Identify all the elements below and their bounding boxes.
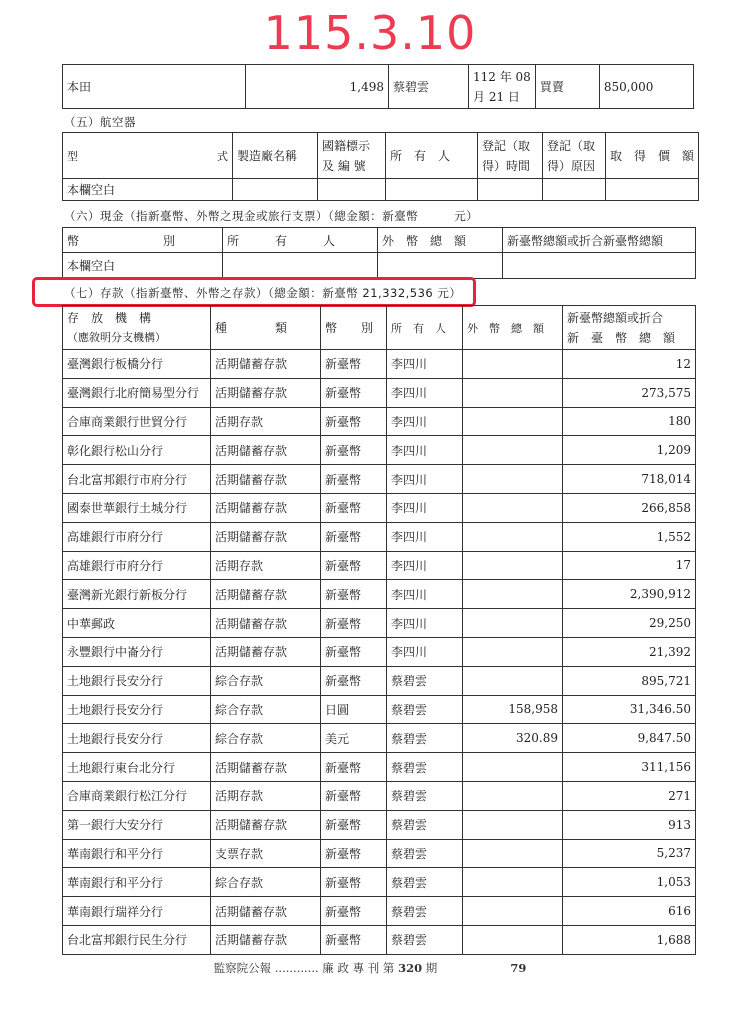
table-row [63, 753, 696, 782]
table-row [63, 781, 696, 810]
deposit-foreign-amount [463, 666, 563, 695]
deposit-institution: 土地銀行長安分行 [63, 695, 211, 724]
cash-header-ntd: 新臺幣總額或折合新臺幣總額 [503, 228, 696, 253]
deposit-institution: 土地銀行長安分行 [63, 666, 211, 695]
deposit-type: 活期存款 [211, 551, 321, 580]
table-row [63, 551, 696, 580]
deposit-ntd-amount: 718,014 [563, 465, 696, 494]
deposit-type: 活期儲蓄存款 [211, 580, 321, 609]
deposit-institution: 中華郵政 [63, 609, 211, 638]
deposit-institution: 華南銀行和平分行 [63, 839, 211, 868]
deposit-foreign-amount [463, 551, 563, 580]
deposit-owner: 蔡碧雲 [387, 810, 463, 839]
deposit-currency: 新臺幣 [321, 897, 387, 926]
deposit-currency: 新臺幣 [321, 609, 387, 638]
deposit-foreign-amount [463, 781, 563, 810]
table-row [63, 436, 696, 465]
vehicle-table [62, 64, 694, 109]
deposit-ntd-amount: 29,250 [563, 609, 696, 638]
deposit-foreign-amount: 158,958 [463, 695, 563, 724]
deposit-institution: 臺灣銀行板橋分行 [63, 350, 211, 379]
footer-issue: 320 [398, 961, 423, 975]
deposit-header-currency: 幣 別 [321, 306, 387, 350]
vehicle-name: 本田 [63, 65, 246, 109]
deposit-foreign-amount [463, 925, 563, 954]
deposit-ntd-amount: 895,721 [563, 666, 696, 695]
deposit-type: 活期儲蓄存款 [211, 493, 321, 522]
vehicle-owner: 蔡碧雲 [389, 65, 469, 109]
deposit-ntd-amount: 266,858 [563, 493, 696, 522]
aircraft-header-reg-1: 國籍標示 [322, 138, 371, 153]
deposit-institution: 高雄銀行市府分行 [63, 522, 211, 551]
deposit-ntd-amount: 1,053 [563, 868, 696, 897]
page-footer [0, 960, 740, 976]
deposit-owner: 李四川 [387, 522, 463, 551]
deposit-type: 綜合存款 [211, 868, 321, 897]
aircraft-header-date [478, 133, 543, 179]
deposit-owner: 李四川 [387, 580, 463, 609]
cash-section-title: （六）現金（指新臺幣、外幣之現金或旅行支票）（總金額：新臺幣 元） [64, 209, 479, 223]
table-row [63, 724, 696, 753]
deposit-foreign-amount [463, 810, 563, 839]
deposit-section-title: （七）存款（指新臺幣、外幣之存款）（總金額：新臺幣 21,332,536 元） [64, 286, 462, 300]
deposit-currency: 美元 [321, 724, 387, 753]
deposit-foreign-amount [463, 465, 563, 494]
vehicle-price: 850,000 [599, 65, 693, 109]
deposit-type: 活期儲蓄存款 [211, 810, 321, 839]
deposit-foreign-amount [463, 493, 563, 522]
aircraft-header-maker: 製造廠名稱 [233, 133, 318, 179]
cash-header-foreign: 外 幣 總 額 [378, 228, 503, 253]
deposit-owner: 蔡碧雲 [387, 695, 463, 724]
deposit-owner: 蔡碧雲 [387, 868, 463, 897]
deposit-foreign-amount [463, 522, 563, 551]
deposit-foreign-amount [463, 609, 563, 638]
deposit-ntd-amount: 1,209 [563, 436, 696, 465]
deposit-type: 活期儲蓄存款 [211, 925, 321, 954]
aircraft-header-owner: 所 有 人 [386, 133, 478, 179]
deposit-foreign-amount [463, 436, 563, 465]
deposit-ntd-amount: 2,390,912 [563, 580, 696, 609]
vehicle-displacement: 1,498 [246, 65, 389, 109]
cash-header-owner: 所 有 人 [223, 228, 378, 253]
table-row [63, 839, 696, 868]
table-row [63, 868, 696, 897]
deposit-header-institution-1: 存 放 機 構 [67, 310, 152, 325]
deposit-type: 活期儲蓄存款 [211, 637, 321, 666]
deposit-currency: 新臺幣 [321, 868, 387, 897]
deposit-owner: 蔡碧雲 [387, 666, 463, 695]
deposit-type: 活期儲蓄存款 [211, 522, 321, 551]
deposit-table [62, 305, 696, 955]
deposit-institution: 土地銀行長安分行 [63, 724, 211, 753]
deposit-currency: 新臺幣 [321, 522, 387, 551]
deposit-institution: 合庫商業銀行松江分行 [63, 781, 211, 810]
deposit-institution: 土地銀行東台北分行 [63, 753, 211, 782]
deposit-header-type: 種 類 [211, 306, 321, 350]
deposit-owner: 蔡碧雲 [387, 781, 463, 810]
deposit-institution: 高雄銀行市府分行 [63, 551, 211, 580]
deposit-currency: 新臺幣 [321, 580, 387, 609]
aircraft-header-reg [318, 133, 386, 179]
aircraft-header-date-1: 登記（取 [482, 138, 531, 153]
deposit-currency: 新臺幣 [321, 666, 387, 695]
table-row [63, 350, 696, 379]
deposit-owner: 李四川 [387, 551, 463, 580]
deposit-rows [63, 350, 696, 955]
deposit-currency: 日圓 [321, 695, 387, 724]
deposit-foreign-amount [463, 378, 563, 407]
footer-page: 79 [510, 961, 527, 975]
deposit-institution: 臺灣銀行北府簡易型分行 [63, 378, 211, 407]
deposit-currency: 新臺幣 [321, 781, 387, 810]
deposit-ntd-amount: 9,847.50 [563, 724, 696, 753]
deposit-institution: 台北富邦銀行民生分行 [63, 925, 211, 954]
deposit-foreign-amount [463, 350, 563, 379]
aircraft-table [62, 132, 699, 201]
table-row [63, 609, 696, 638]
deposit-header-ntd-2: 新 臺 幣 總 額 [567, 330, 676, 345]
deposit-foreign-amount [463, 868, 563, 897]
aircraft-header-price: 取 得 價 額 [606, 133, 699, 179]
deposit-ntd-amount: 1,688 [563, 925, 696, 954]
deposit-header-ntd-1: 新臺幣總額或折合 [567, 310, 664, 325]
deposit-ntd-amount: 913 [563, 810, 696, 839]
deposit-institution: 華南銀行和平分行 [63, 868, 211, 897]
deposit-header-owner: 所 有 人 [387, 306, 463, 350]
table-row [63, 637, 696, 666]
table-row [63, 810, 696, 839]
table-row [63, 493, 696, 522]
deposit-foreign-amount [463, 897, 563, 926]
vehicle-date-line1: 112 年 08 [473, 69, 531, 84]
deposit-institution: 華南銀行瑞祥分行 [63, 897, 211, 926]
deposit-currency: 新臺幣 [321, 925, 387, 954]
deposit-foreign-amount [463, 580, 563, 609]
deposit-owner: 李四川 [387, 493, 463, 522]
vehicle-date-line2: 月 21 日 [473, 89, 520, 104]
aircraft-header-model: 型 式 [63, 133, 233, 179]
deposit-type: 綜合存款 [211, 695, 321, 724]
deposit-ntd-amount: 180 [563, 407, 696, 436]
deposit-foreign-amount [463, 407, 563, 436]
deposit-ntd-amount: 273,575 [563, 378, 696, 407]
date-stamp: 115.3.10 [263, 6, 477, 60]
table-row [63, 897, 696, 926]
vehicle-date [469, 65, 536, 109]
aircraft-header-reg-2: 及 編 號 [322, 158, 366, 173]
deposit-currency: 新臺幣 [321, 839, 387, 868]
aircraft-section-title: （五）航空器 [64, 115, 136, 129]
deposit-ntd-amount: 5,237 [563, 839, 696, 868]
cash-empty: 本欄空白 [63, 253, 223, 279]
cash-table [62, 227, 696, 279]
highlight-box [32, 277, 476, 307]
deposit-institution: 合庫商業銀行世貿分行 [63, 407, 211, 436]
deposit-institution: 永豐銀行中崙分行 [63, 637, 211, 666]
footer-left: 監察院公報 ............ 廉 政 專 刊 第 [213, 961, 395, 975]
deposit-owner: 李四川 [387, 350, 463, 379]
vehicle-reason: 買賣 [535, 65, 599, 109]
deposit-owner: 李四川 [387, 378, 463, 407]
deposit-type: 活期儲蓄存款 [211, 897, 321, 926]
deposit-currency: 新臺幣 [321, 551, 387, 580]
deposit-owner: 李四川 [387, 637, 463, 666]
aircraft-header-date-2: 得）時間 [482, 158, 531, 173]
deposit-type: 活期儲蓄存款 [211, 753, 321, 782]
deposit-currency: 新臺幣 [321, 493, 387, 522]
table-row [63, 378, 696, 407]
deposit-type: 支票存款 [211, 839, 321, 868]
deposit-owner: 蔡碧雲 [387, 897, 463, 926]
deposit-institution: 彰化銀行松山分行 [63, 436, 211, 465]
table-row [63, 925, 696, 954]
deposit-type: 活期儲蓄存款 [211, 465, 321, 494]
deposit-currency: 新臺幣 [321, 378, 387, 407]
aircraft-header-reason-1: 登記（取 [547, 138, 596, 153]
deposit-type: 活期存款 [211, 407, 321, 436]
cash-header-currency: 幣 別 [63, 228, 223, 253]
deposit-ntd-amount: 21,392 [563, 637, 696, 666]
deposit-type: 活期存款 [211, 781, 321, 810]
deposit-institution: 國泰世華銀行土城分行 [63, 493, 211, 522]
table-row [63, 580, 696, 609]
deposit-type: 活期儲蓄存款 [211, 609, 321, 638]
deposit-ntd-amount: 31,346.50 [563, 695, 696, 724]
deposit-institution: 第一銀行大安分行 [63, 810, 211, 839]
footer-right: 期 [425, 961, 438, 975]
deposit-ntd-amount: 1,552 [563, 522, 696, 551]
deposit-owner: 李四川 [387, 465, 463, 494]
deposit-foreign-amount [463, 753, 563, 782]
table-row [63, 407, 696, 436]
deposit-type: 綜合存款 [211, 724, 321, 753]
deposit-currency: 新臺幣 [321, 753, 387, 782]
deposit-type: 活期儲蓄存款 [211, 378, 321, 407]
deposit-institution: 台北富邦銀行市府分行 [63, 465, 211, 494]
deposit-currency: 新臺幣 [321, 436, 387, 465]
aircraft-header-reason-2: 得）原因 [547, 158, 596, 173]
deposit-type: 綜合存款 [211, 666, 321, 695]
deposit-owner: 李四川 [387, 609, 463, 638]
deposit-foreign-amount [463, 637, 563, 666]
deposit-owner: 蔡碧雲 [387, 839, 463, 868]
deposit-type: 活期儲蓄存款 [211, 436, 321, 465]
deposit-currency: 新臺幣 [321, 810, 387, 839]
deposit-header-ntd [563, 306, 696, 350]
deposit-currency: 新臺幣 [321, 350, 387, 379]
deposit-owner: 李四川 [387, 436, 463, 465]
deposit-institution: 臺灣新光銀行新板分行 [63, 580, 211, 609]
deposit-currency: 新臺幣 [321, 637, 387, 666]
deposit-ntd-amount: 12 [563, 350, 696, 379]
table-row [63, 522, 696, 551]
deposit-owner: 李四川 [387, 407, 463, 436]
deposit-ntd-amount: 311,156 [563, 753, 696, 782]
aircraft-header-reason [543, 133, 606, 179]
table-row [63, 465, 696, 494]
table-row [63, 666, 696, 695]
deposit-foreign-amount: 320.89 [463, 724, 563, 753]
aircraft-empty: 本欄空白 [63, 179, 233, 201]
deposit-owner: 蔡碧雲 [387, 724, 463, 753]
table-row [63, 695, 696, 724]
deposit-owner: 蔡碧雲 [387, 753, 463, 782]
deposit-header-foreign: 外 幣 總 額 [463, 306, 563, 350]
deposit-header-institution [63, 306, 211, 350]
deposit-currency: 新臺幣 [321, 465, 387, 494]
deposit-ntd-amount: 271 [563, 781, 696, 810]
deposit-currency: 新臺幣 [321, 407, 387, 436]
deposit-ntd-amount: 17 [563, 551, 696, 580]
deposit-type: 活期儲蓄存款 [211, 350, 321, 379]
deposit-ntd-amount: 616 [563, 897, 696, 926]
deposit-header-institution-2: （應敘明分支機構） [67, 330, 166, 344]
deposit-foreign-amount [463, 839, 563, 868]
deposit-owner: 蔡碧雲 [387, 925, 463, 954]
